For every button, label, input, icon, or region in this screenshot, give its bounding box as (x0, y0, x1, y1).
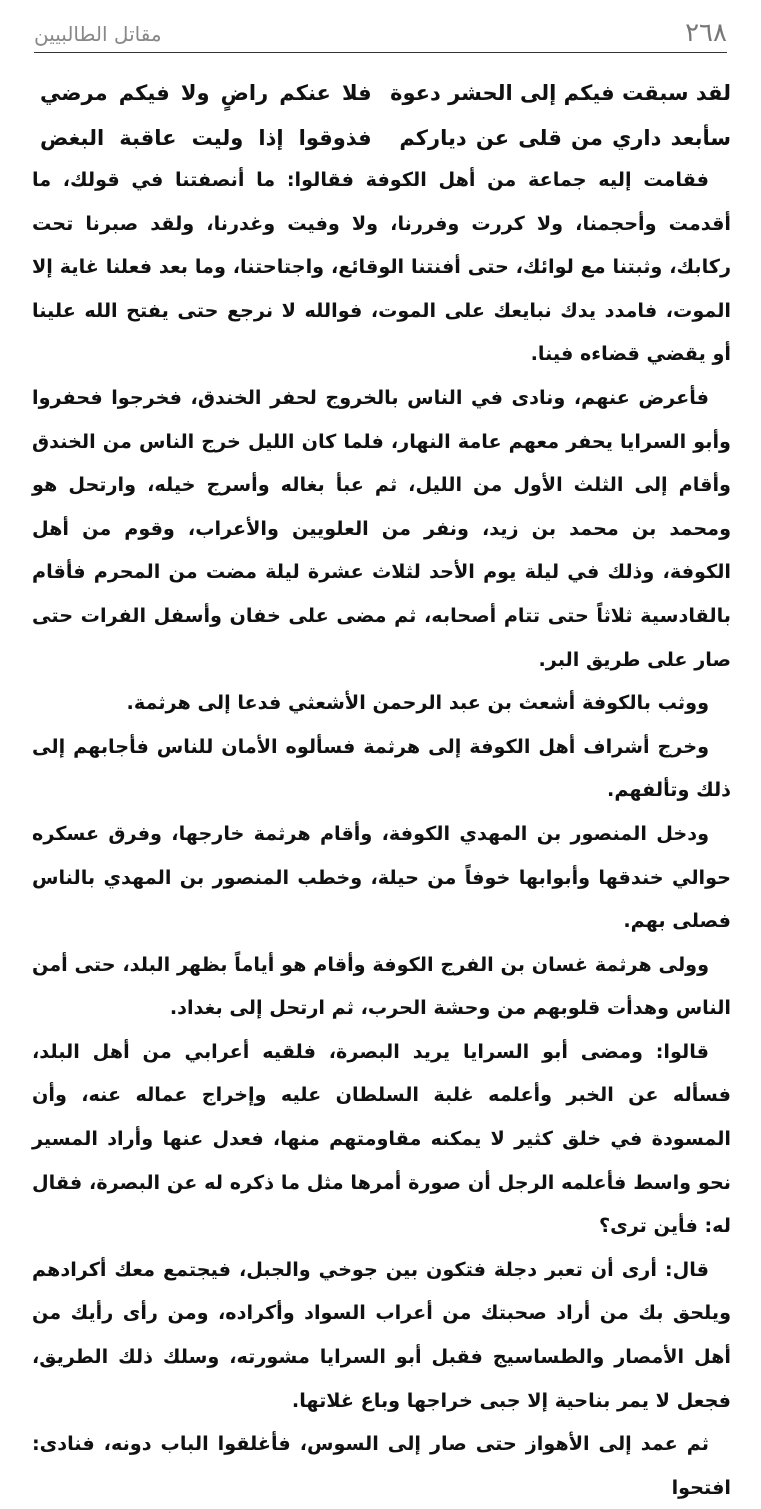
verse-second-hemistich: فذوقوا إذا وليت عاقبة البغض (40, 125, 372, 150)
paragraph: فأعرض عنهم، ونادى في الناس بالخروج لحفر الخندق، فخرجوا فحفروا وأبو السرايا يحفر معهم عامة النهار، فلما كان الليل خرج الناس من الخندق وأقام إلى الثلث الأول من الليل، ثم عبأ بغاله وأسرج خيله، وارتحل هو ومحمد بن محمد بن زيد، ونفر من العلويين والأعراب، وقوم من أهل الكوفة، وذلك في ليلة يوم الأحد لثلاث عشرة ليلة مضت من المحرم فأقام بالقادسية ثلاثاً حتى تتام أصحابه، ثم مضى على خفان وأسفل الفرات حتى صار على طريق البر. (32, 385, 731, 671)
paragraph: ثم عمد إلى الأهواز حتى صار إلى السوس، فأغلقوا الباب دونه، فنادى: افتحوا (32, 1432, 731, 1499)
verse-second-hemistich: فلا عنكم راضٍ ولا فيكم مرضي (40, 80, 372, 105)
paragraph: وولى هرثمة غسان بن الفرج الكوفة وأقام هو أياماً بظهر البلد، حتى أمن الناس وهدأت قلوبهم من وحشة الحرب، ثم ارتحل إلى بغداد. (32, 952, 731, 1020)
verse-first-hemistich: لقد سبقت فيكم إلى الحشر دعوة (390, 80, 731, 105)
paragraph: قال: أرى أن تعبر دجلة فتكون بين جوخي والجبل، فيجتمع معك أكرادهم ويلحق بك من أراد صحبتك من أعراب السواد وأكراده، ومن رأى رأيك من أهل الأمصار والطساسيج فقبل أبو السرايا مشورته، وسلك ذلك الطريق، فجعل لا يمر بناحية إلا جبى خراجها وباع غلاتها. (32, 1257, 731, 1412)
poem-block (40, 70, 731, 160)
verse-line (40, 115, 731, 160)
paragraph: ودخل المنصور بن المهدي الكوفة، وأقام هرثمة خارجها، وفرق عسكره حوالي خندقها وأبوابها خوفاً من حيلة، وخطب المنصور بن المهدي بالناس فصلى بهم. (32, 821, 731, 933)
running-title: مقاتل الطالبيين (34, 22, 162, 46)
verse-line (40, 70, 731, 115)
paragraph: وخرج أشراف أهل الكوفة إلى هرثمة فسألوه الأمان للناس فأجابهم إلى ذلك وتألفهم. (32, 734, 731, 802)
body-text (32, 158, 731, 1509)
paragraph: ووثب بالكوفة أشعث بن عبد الرحمن الأشعثي فدعا إلى هرثمة. (126, 691, 709, 715)
paragraph: فقامت إليه جماعة من أهل الكوفة فقالوا: ما أنصفتنا في قولك، ما أقدمت وأحجمنا، ولا كررت وفررنا، ولا وفيت وغدرنا، ولقد صبرنا تحت ركابك، وثبتنا مع لوائك، حتى أفنتنا الوقائع، واجتاحتنا، وما بعد فعلنا غاية إلا الموت، فامدد يدك نبايعك على الموت، فوالله لا نرجع حتى يفتح الله علينا أو يقضي قضاءه فينا. (32, 168, 731, 366)
paragraph: قالوا: ومضى أبو السرايا يريد البصرة، فلقيه أعرابي من أهل البلد، فسأله عن الخبر وأعلمه غلبة السلطان عليه وإخراج عماله عنه، وأن المسودة في خلق كثير لا يمكنه مقاومتهم منها، فعدل عنها وأراد المسير نحو واسط فأعلمه الرجل أن صورة أمرها مثل ما ذكره له عن البصرة، فقال له: فأين ترى؟ (32, 1039, 731, 1238)
verse-first-hemistich: سأبعد داري من قلى عن دياركم (399, 125, 731, 150)
page-header (34, 18, 727, 53)
page-number: ٢٦٨ (685, 18, 727, 48)
